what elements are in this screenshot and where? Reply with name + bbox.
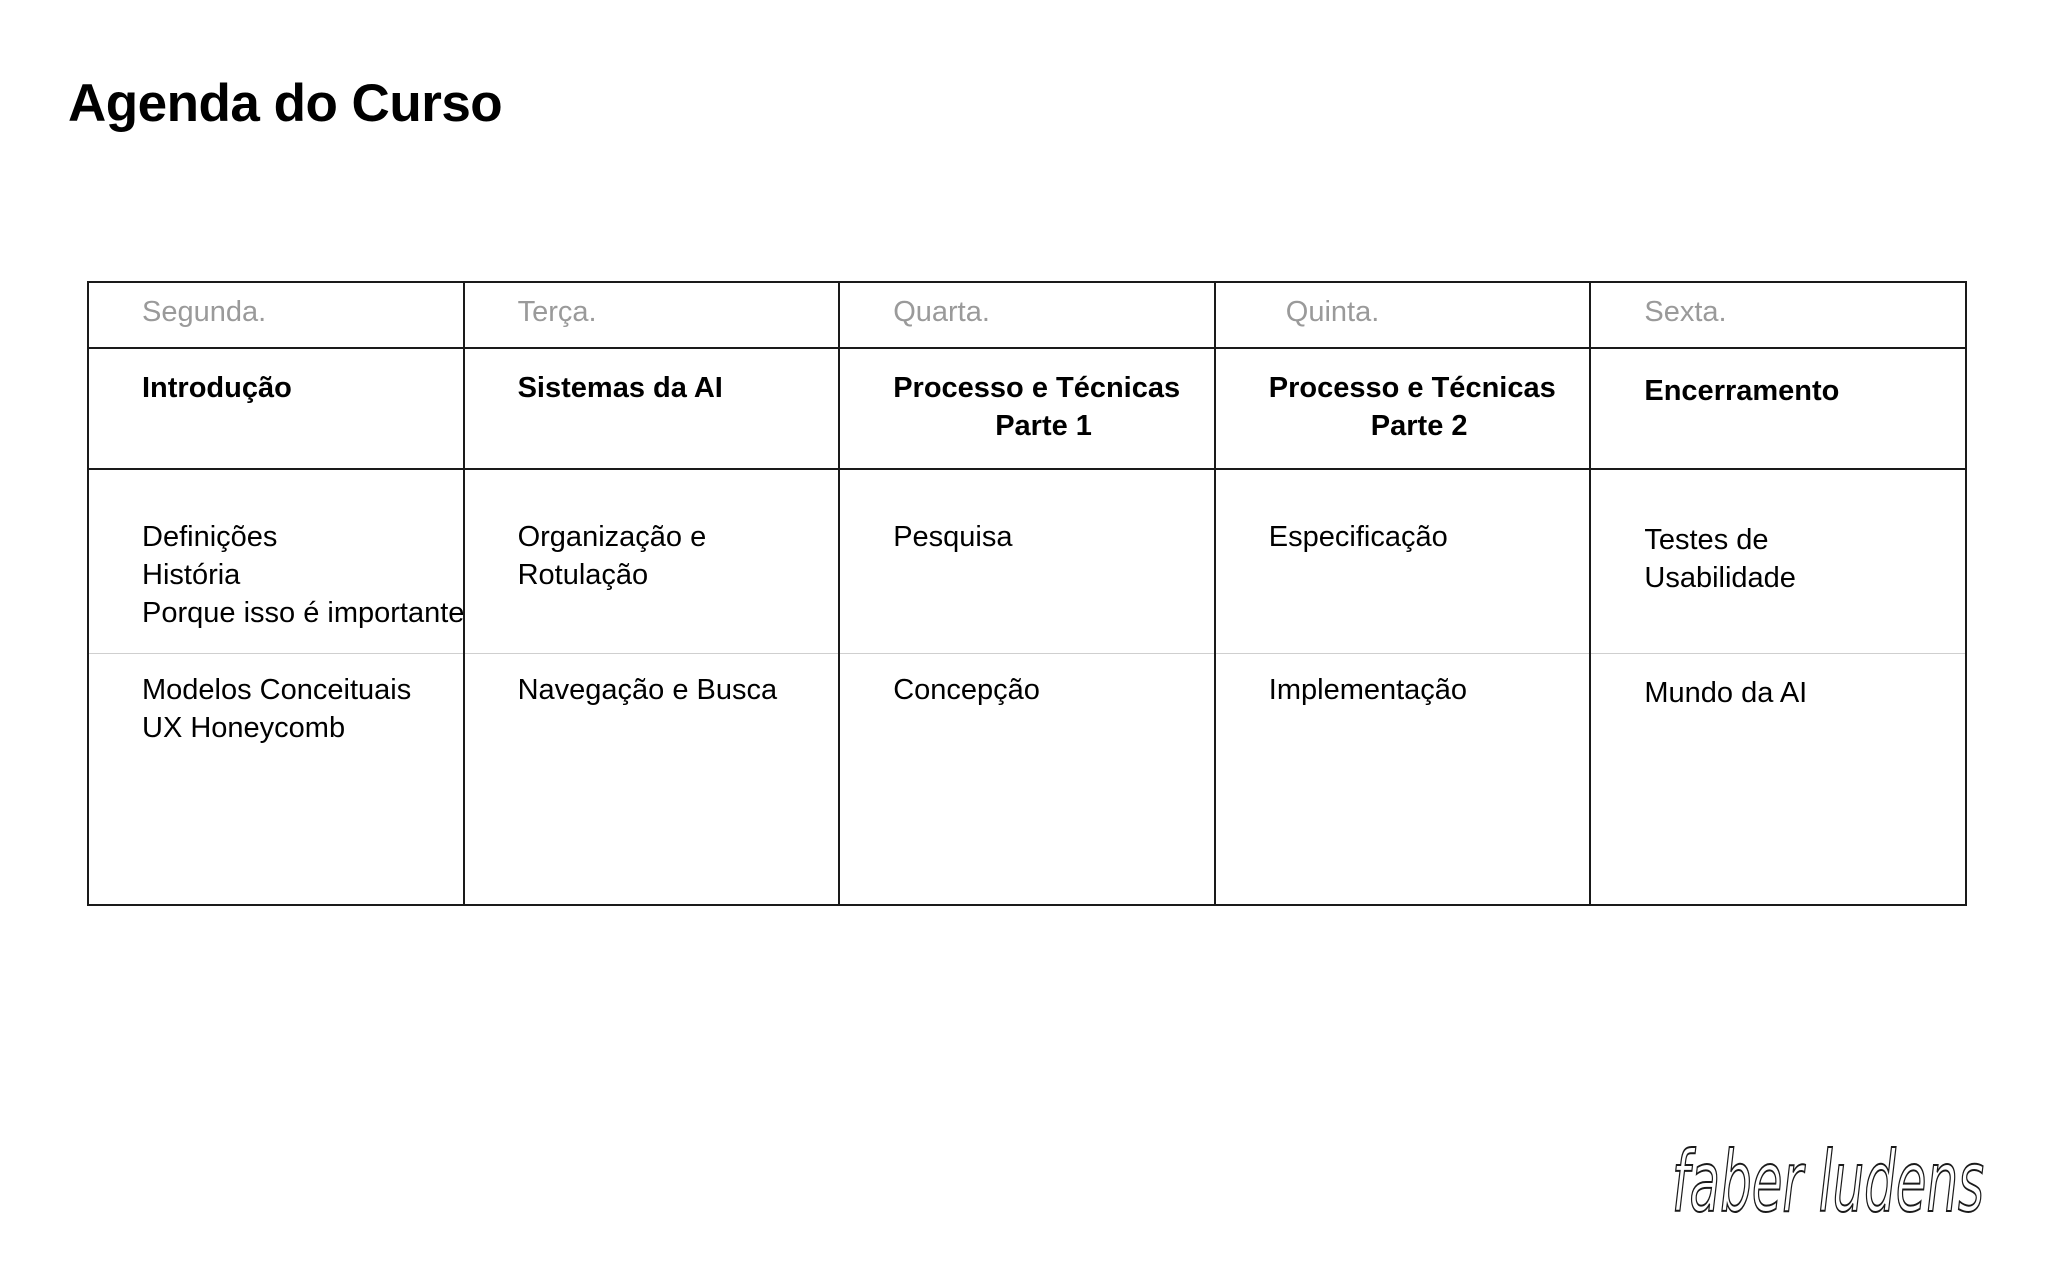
- day-cell: [839, 282, 1215, 348]
- page-title: Agenda do Curso: [68, 74, 503, 133]
- topic-wednesday: [840, 349, 1214, 445]
- topic-thursday: [1216, 349, 1590, 445]
- topic-tuesday: [465, 349, 839, 407]
- items-cell: [1590, 654, 1966, 906]
- day-header-row: [88, 282, 1966, 348]
- topic-cell: [1215, 348, 1591, 469]
- list-item: Organização e: [517, 521, 707, 553]
- items-row-1: [88, 469, 1966, 654]
- day-label-friday: Sexta.: [1644, 296, 1727, 328]
- day-cell: [88, 282, 464, 348]
- topic-sub: Parte 2: [1370, 410, 1468, 442]
- items-cell: [1590, 469, 1966, 654]
- topic-row: [88, 348, 1966, 469]
- list-item: Modelos Conceituais: [142, 674, 412, 706]
- items-wednesday-1: [840, 470, 1214, 556]
- items-cell: [464, 469, 840, 654]
- list-item: Definições: [142, 521, 278, 553]
- day-label-wednesday: Quarta.: [893, 296, 990, 328]
- items-cell: [88, 654, 464, 906]
- topic-main: Encerramento: [1644, 375, 1840, 407]
- list-item: Usabilidade: [1644, 562, 1796, 594]
- items-wednesday-2: [840, 654, 1214, 709]
- topic-cell: [88, 348, 464, 469]
- items-friday-1: [1591, 470, 1965, 597]
- items-monday-1: [89, 470, 463, 632]
- items-cell: [1215, 469, 1591, 654]
- list-item: Navegação e Busca: [517, 674, 778, 706]
- items-row-2: [88, 654, 1966, 906]
- topic-cell: [464, 348, 840, 469]
- day-cell: [1590, 282, 1966, 348]
- list-item: Testes de: [1644, 524, 1769, 556]
- list-item: Rotulação: [517, 559, 649, 591]
- topic-main: Processo e Técnicas: [893, 372, 1181, 404]
- day-label-tuesday: Terça.: [517, 296, 597, 328]
- items-cell: [464, 654, 840, 906]
- day-label-thursday: Quinta.: [1285, 296, 1380, 328]
- list-item: Mundo da AI: [1644, 677, 1808, 709]
- list-item: Pesquisa: [893, 521, 1013, 553]
- faber-ludens-logo: [1668, 1115, 1988, 1230]
- list-item: Concepção: [893, 674, 1040, 706]
- logo-text: faber ludens: [1672, 1133, 1984, 1230]
- list-item: Especificação: [1268, 521, 1448, 553]
- items-cell: [88, 469, 464, 654]
- topic-main: Introdução: [142, 372, 292, 404]
- topic-main: Processo e Técnicas: [1268, 372, 1556, 404]
- agenda-table: [87, 281, 1967, 906]
- list-item: Porque isso é importante: [142, 597, 465, 629]
- day-cell: [464, 282, 840, 348]
- items-cell: [839, 654, 1215, 906]
- items-thursday-1: [1216, 470, 1590, 556]
- items-cell: [1215, 654, 1591, 906]
- items-cell: [839, 469, 1215, 654]
- items-tuesday-1: [465, 470, 839, 594]
- list-item: UX Honeycomb: [142, 712, 346, 744]
- items-tuesday-2: [465, 654, 839, 709]
- topic-cell: [839, 348, 1215, 469]
- day-label-monday: Segunda.: [142, 296, 267, 328]
- topic-monday: [89, 349, 463, 407]
- items-thursday-2: [1216, 654, 1590, 709]
- items-monday-2: [89, 654, 463, 747]
- list-item: História: [142, 559, 241, 591]
- items-friday-2: [1591, 654, 1965, 712]
- topic-sub: Parte 1: [995, 410, 1092, 442]
- topic-cell: [1590, 348, 1966, 469]
- topic-main: Sistemas da AI: [517, 372, 723, 404]
- day-cell: [1215, 282, 1591, 348]
- list-item: Implementação: [1268, 674, 1468, 706]
- topic-friday: [1591, 349, 1965, 410]
